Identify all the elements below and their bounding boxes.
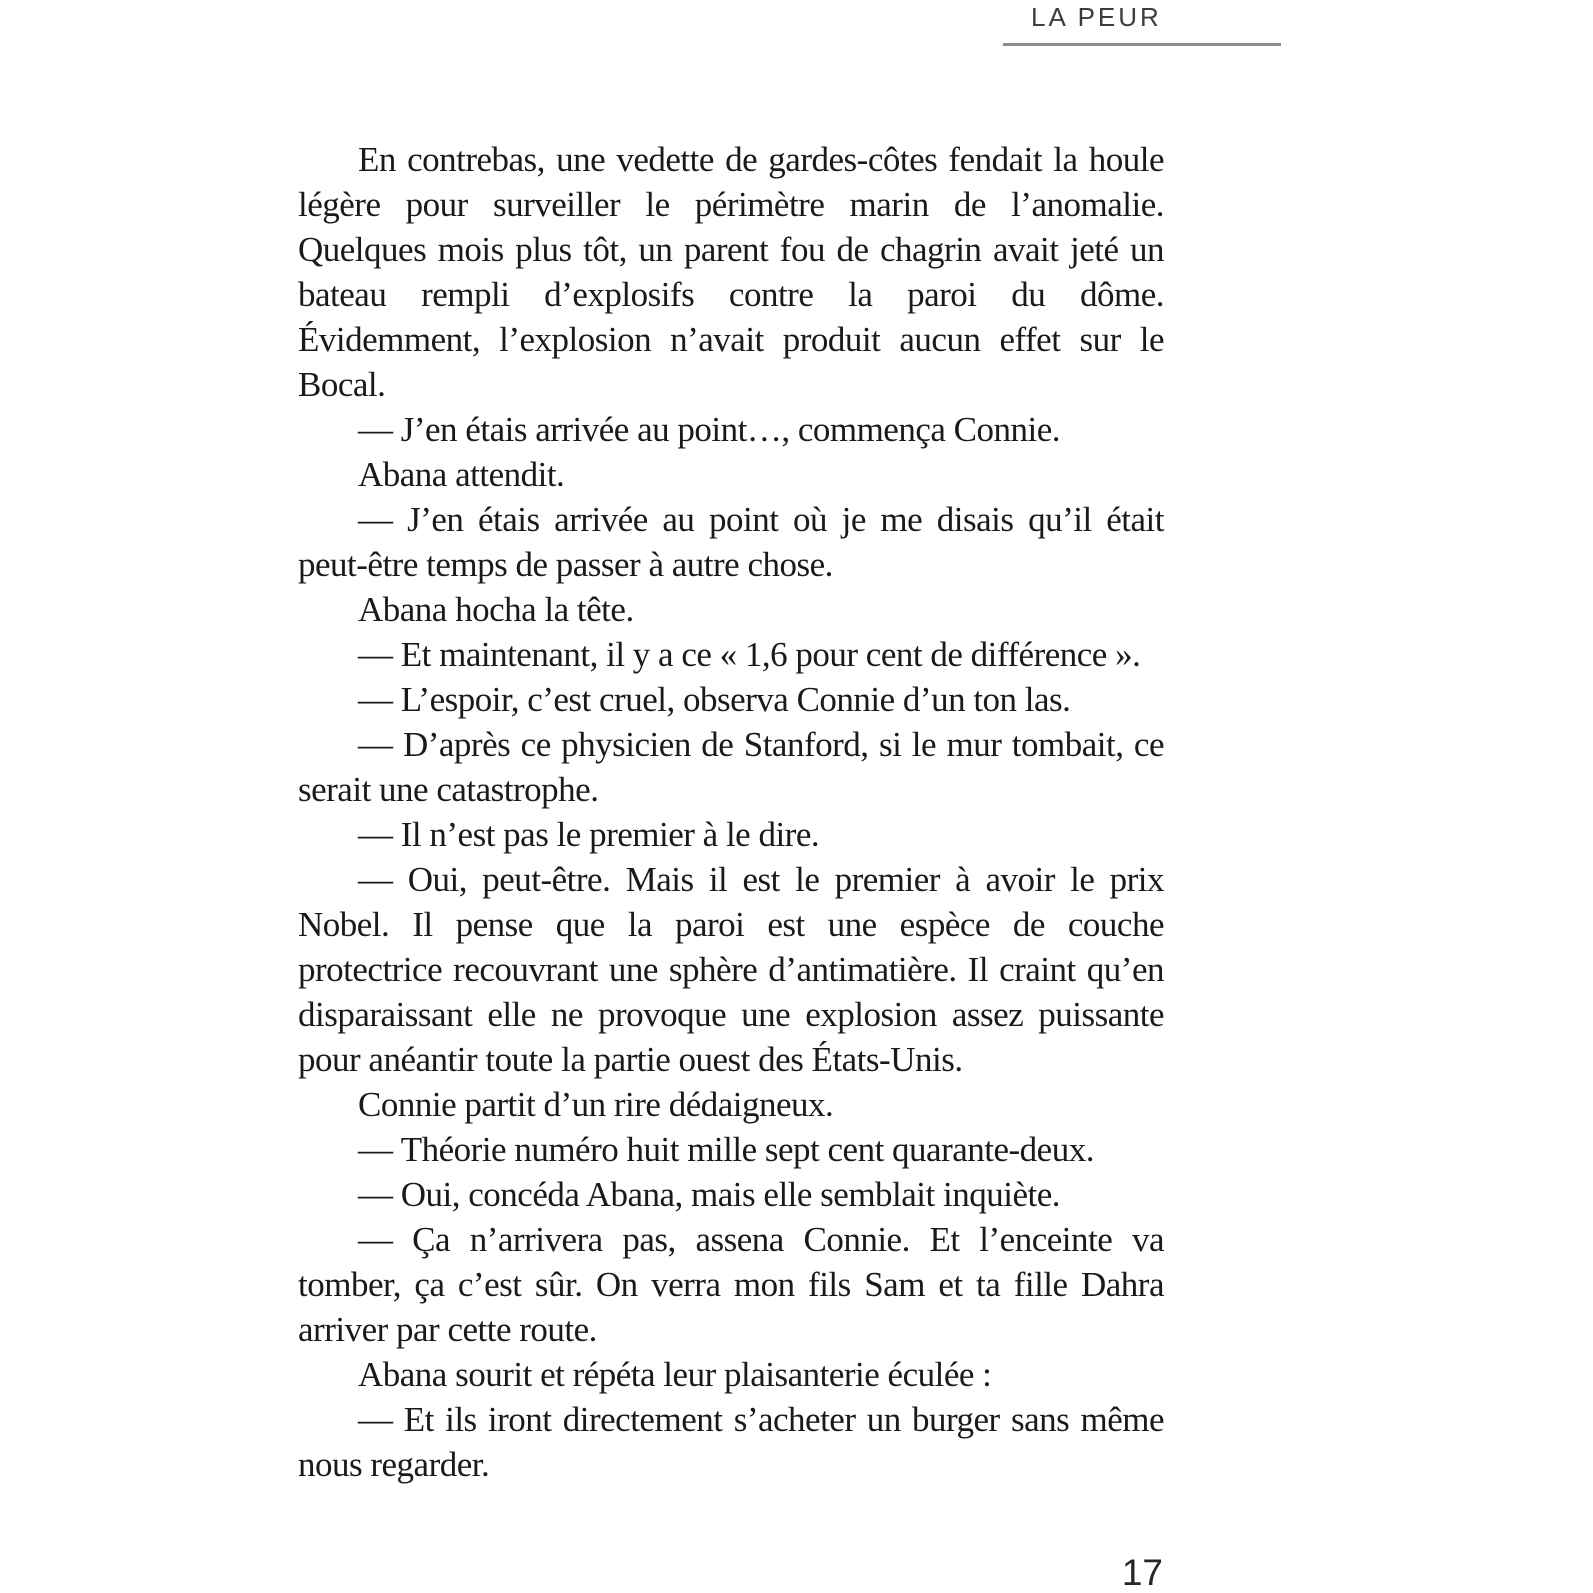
paragraph-dialogue-8: — Théorie numéro huit mille sept cent quarante-deux. (358, 1130, 1094, 1169)
header-rule-divider (1003, 43, 1281, 46)
page-number: 17 (1121, 1552, 1163, 1593)
paragraph-dialogue-9: — Oui, concéda Abana, mais elle semblait inquiète. (358, 1175, 1061, 1214)
paragraph-narration-3: Abana hocha la tête. (358, 590, 634, 629)
paragraph-dialogue-7: — Oui, peut-être. Mais il est le premier à avoir le prix Nobel. Il pense que la paroi est une espèce de couche protectrice recouvrant une sphère d’antimatière. Il craint qu’en disparaissant elle ne provoque une explosion assez puissante pour anéantir toute la partie ouest des États-Unis. (298, 860, 1164, 1079)
paragraph-narration-5: Abana sourit et répéta leur plaisanterie éculée : (358, 1355, 992, 1394)
paragraph-dialogue-2: — J’en étais arrivée au point où je me disais qu’il était peut-être temps de passer à autre chose. (298, 500, 1164, 584)
paragraph-dialogue-3: — Et maintenant, il y a ce « 1,6 pour cent de différence ». (358, 635, 1141, 674)
paragraph-dialogue-4: — L’espoir, c’est cruel, observa Connie d’un ton las. (358, 680, 1071, 719)
paragraph-narration-1: En contrebas, une vedette de gardes-côtes fendait la houle légère pour surveiller le périmètre marin de l’anomalie. Quelques mois plus tôt, un parent fou de chagrin avait jeté un bateau rempli d’explosifs contre la paroi du dôme. Évidemment, l’explosion n’avait produit aucun effet sur le Bocal. (298, 140, 1164, 404)
running-header-title: LA PEUR (1031, 2, 1162, 32)
paragraph-narration-2: Abana attendit. (358, 455, 565, 494)
paragraph-dialogue-5: — D’après ce physicien de Stanford, si le mur tombait, ce serait une catastrophe. (298, 725, 1164, 809)
paragraph-dialogue-6: — Il n’est pas le premier à le dire. (358, 815, 820, 854)
body-text (298, 137, 1164, 1487)
paragraph-dialogue-1: — J’en étais arrivée au point…, commença Connie. (358, 410, 1061, 449)
paragraph-dialogue-10: — Ça n’arrivera pas, assena Connie. Et l’enceinte va tomber, ça c’est sûr. On verra mon fils Sam et ta fille Dahra arriver par cette route. (298, 1220, 1164, 1349)
paragraph-dialogue-11: — Et ils iront directement s’acheter un burger sans même nous regarder. (298, 1400, 1164, 1484)
paragraph-narration-4: Connie partit d’un rire dédaigneux. (358, 1085, 834, 1124)
